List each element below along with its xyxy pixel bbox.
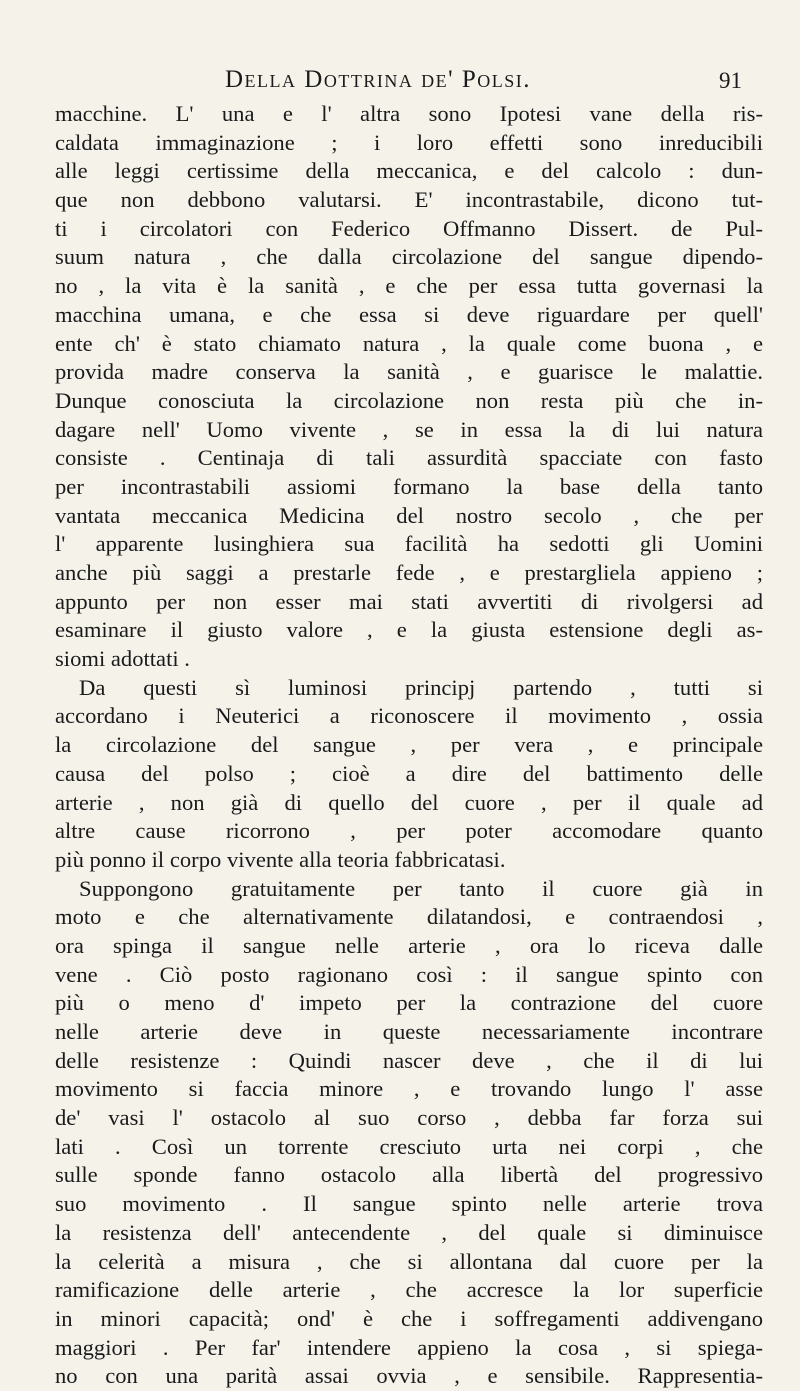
text-line: no con una parità assai ovvia , e sensibile. Rappresentia- (55, 1363, 763, 1389)
text-line: caldata immaginazione ; i loro effetti sono inreducibili (55, 129, 763, 155)
text-line: no , la vita è la sanità , e che per essa tutta governasi la (55, 273, 763, 299)
text-line: ora spinga il sangue nelle arterie , ora lo riceva dalle (55, 932, 763, 958)
text-line: movimento si faccia minore , e trovando lungo l' asse (55, 1076, 763, 1102)
text-line: ramificazione delle arterie , che accresce la lor superficie (55, 1277, 763, 1303)
text-line: macchina umana, e che essa si deve riguardare per quell' (55, 301, 763, 327)
text-line: accordano i Neuterici a riconoscere il movimento , ossia (55, 703, 763, 729)
text-line: appunto per non esser mai stati avvertiti di rivolgersi ad (55, 588, 763, 614)
text-line: maggiori . Per far' intendere appieno la cosa , si spiega- (55, 1334, 763, 1360)
page-header (225, 66, 742, 102)
text-line: causa del polso ; cioè a dire del battimento delle (55, 760, 763, 786)
text-line: delle resistenze : Quindi nascer deve , che il di lui (55, 1047, 763, 1073)
text-line: lati . Così un torrente cresciuto urta nei corpi , che (55, 1133, 763, 1159)
body-text (55, 100, 763, 1391)
text-line: siomi adottati . (55, 646, 190, 672)
text-line: Dunque conosciuta la circolazione non resta più che in- (55, 387, 763, 413)
text-line: la resistenza dell' antecendente , del quale si diminuisce (55, 1219, 763, 1245)
text-line: moto e che alternativamente dilatandosi, e contraendosi , (55, 904, 763, 930)
text-line: Suppongono gratuitamente per tanto il cuore già in (79, 875, 763, 901)
text-line: Da questi sì luminosi principj partendo , tutti si (79, 674, 763, 700)
text-line: la celerità a misura , che si allontana dal cuore per la (55, 1248, 763, 1274)
text-line: ente ch' è stato chiamato natura , la quale come buona , e (55, 330, 763, 356)
text-line: la circolazione del sangue , per vera , e principale (55, 732, 763, 758)
text-line: suo movimento . Il sangue spinto nelle arterie trova (55, 1191, 763, 1217)
text-line: sulle sponde fanno ostacolo alla libertà del progressivo (55, 1162, 763, 1188)
text-line: per incontrastabili assiomi formano la base della tanto (55, 473, 763, 499)
text-line: più o meno d' impeto per la contrazione del cuore (55, 990, 763, 1016)
text-line: ti i circolatori con Federico Offmanno Dissert. de Pul- (55, 215, 763, 241)
text-line: que non debbono valutarsi. E' incontrastabile, dicono tut- (55, 187, 763, 213)
text-line: alle leggi certissime della meccanica, e del calcolo : dun- (55, 158, 763, 184)
text-line: vantata meccanica Medicina del nostro secolo , che per (55, 502, 763, 528)
text-line: l' apparente lusinghiera sua facilità ha sedotti gli Uomini (55, 531, 763, 557)
text-line: macchine. L' una e l' altra sono Ipotesi vane della ris- (55, 101, 763, 126)
text-line: più ponno il corpo vivente alla teoria fabbricatasi. (55, 846, 506, 872)
text-line: esaminare il giusto valore , e la giusta estensione degli as- (55, 617, 763, 643)
text-line: nelle arterie deve in queste necessariamente incontrare (55, 1019, 763, 1044)
text-line: dagare nell' Uomo vivente , se in essa la di lui natura (55, 416, 763, 442)
text-line: altre cause ricorrono , per poter accomodare quanto (55, 818, 763, 844)
text-line: vene . Ciò posto ragionano così : il sangue spinto con (55, 961, 763, 987)
running-head: Della Dottrina de' Polsi. (225, 66, 531, 93)
text-line: suum natura , che dalla circolazione del sangue dipendo- (55, 244, 763, 270)
page-number: 91 (719, 68, 742, 93)
text-line: de' vasi l' ostacolo al suo corso , debba far forza sui (55, 1105, 763, 1131)
text-line: anche più saggi a prestarle fede , e prestargliela appieno ; (55, 560, 763, 585)
text-line: consiste . Centinaja di tali assurdità spacciate con fasto (55, 445, 763, 471)
text-line: provida madre conserva la sanità , e guarisce le malattie. (55, 359, 763, 385)
text-line: arterie , non già di quello del cuore , per il quale ad (55, 789, 763, 815)
text-line: in minori capacità; ond' è che i soffregamenti addivengano (55, 1305, 763, 1331)
